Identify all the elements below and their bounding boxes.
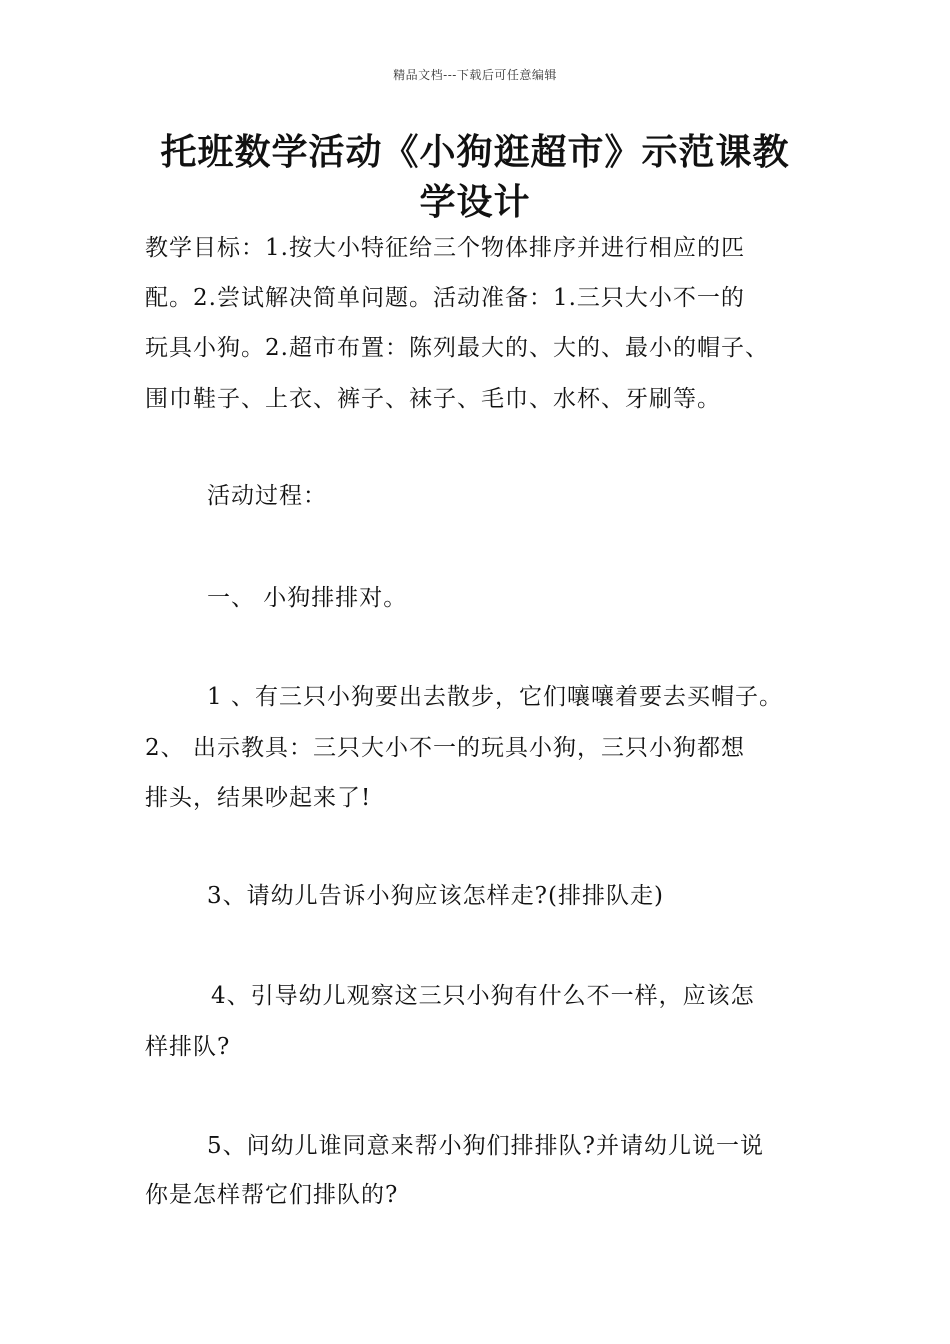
paragraph-line: 4、引导幼儿观察这三只小狗有什么不一样，应该怎 <box>211 983 755 1009</box>
section-heading: 活动过程： <box>207 483 327 509</box>
paragraph-line: 围巾鞋子、上衣、裤子、袜子、毛巾、水杯、牙刷等。 <box>145 386 721 412</box>
paragraph-line: 排头，结果吵起来了! <box>145 785 372 811</box>
paragraph-line: 3、请幼儿告诉小狗应该怎样走?(排排队走) <box>207 883 664 909</box>
document-title-line-1: 托班数学活动《小狗逛超市》示范课教 <box>160 132 790 173</box>
paragraph-line: 教学目标：1.按大小特征给三个物体排序并进行相应的匹 <box>145 235 745 261</box>
paragraph-line: 样排队? <box>145 1034 231 1060</box>
paragraph-line: 5、问幼儿谁同意来帮小狗们排排队?并请幼儿说一说 <box>207 1133 764 1159</box>
paragraph-line: 2、 出示教具：三只大小不一的玩具小狗，三只小狗都想 <box>145 735 745 761</box>
document-header: 精品文档---下载后可任意编辑 <box>393 68 557 82</box>
paragraph-line: 你是怎样帮它们排队的? <box>145 1182 399 1208</box>
paragraph-line: 配。2.尝试解决简单问题。活动准备：1.三只大小不一的 <box>145 285 745 311</box>
subsection-heading: 一、 小狗排排对。 <box>207 585 408 611</box>
document-title-line-2: 学设计 <box>419 182 531 223</box>
paragraph-line: 1 、有三只小狗要出去散步，它们嚷嚷着要去买帽子。 <box>207 684 783 710</box>
paragraph-line: 玩具小狗。2.超市布置：陈列最大的、大的、最小的帽子、 <box>145 335 769 361</box>
